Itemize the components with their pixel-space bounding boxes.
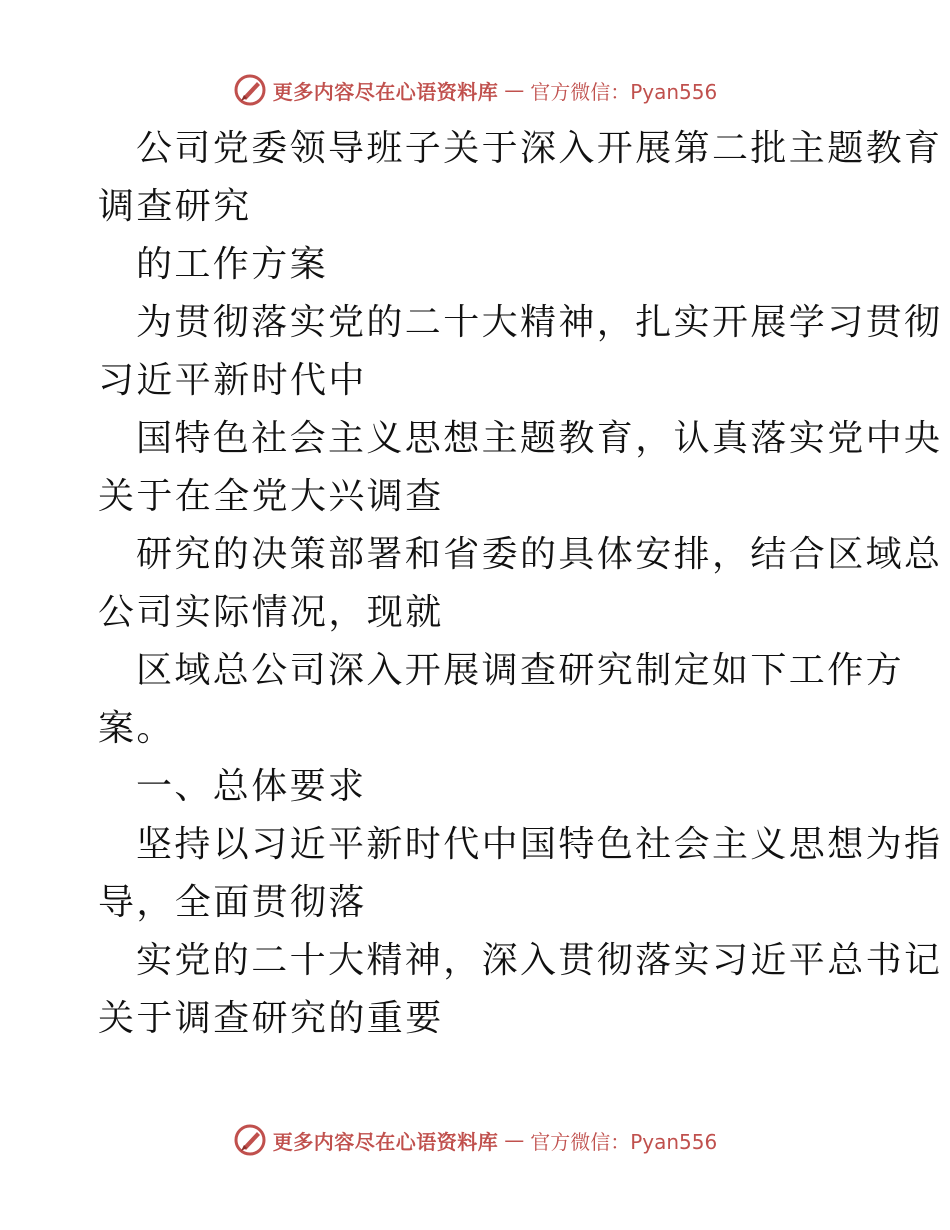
paragraph-line: 坚持以习近平新时代中国特色社会主义思想为指 [136,824,943,865]
section-heading: 一、总体要求 [136,766,367,807]
watermark-separator: — [504,78,525,102]
watermark-brand-text: 更多内容尽在心语资料库 [272,1129,499,1154]
paragraph-line: 为贯彻落实党的二十大精神，扎实开展学习贯彻 [136,302,943,343]
header-watermark [0,70,950,110]
watermark-separator: — [504,1128,525,1152]
document-title-line-2: 调查研究 [98,186,252,227]
paragraph-line: 习近平新时代中 [98,360,367,401]
quill-pen-seal-icon [233,73,267,107]
quill-pen-seal-icon [233,1123,267,1157]
watermark-contact-text: 官方微信：Pyan556 [530,1129,718,1154]
paragraph-line: 研究的决策部署和省委的具体安排，结合区域总 [136,534,943,575]
paragraph-line: 案。 [98,708,175,749]
document-body [98,120,943,1048]
footer-watermark [0,1120,950,1160]
paragraph-line: 实党的二十大精神，深入贯彻落实习近平总书记 [136,940,943,981]
document-title-line-1: 公司党委领导班子关于深入开展第二批主题教育 [136,128,943,169]
document-title-line-3: 的工作方案 [136,244,329,285]
watermark-contact-text: 官方微信：Pyan556 [530,79,718,104]
paragraph-line: 公司实际情况，现就 [98,592,444,633]
paragraph-line: 关于调查研究的重要 [98,998,444,1039]
paragraph-line: 关于在全党大兴调查 [98,476,444,517]
paragraph-line: 国特色社会主义思想主题教育，认真落实党中央 [136,418,943,459]
paragraph-line: 导，全面贯彻落 [98,882,367,923]
watermark-brand-text: 更多内容尽在心语资料库 [272,79,499,104]
paragraph-line: 区域总公司深入开展调查研究制定如下工作方 [136,650,905,691]
